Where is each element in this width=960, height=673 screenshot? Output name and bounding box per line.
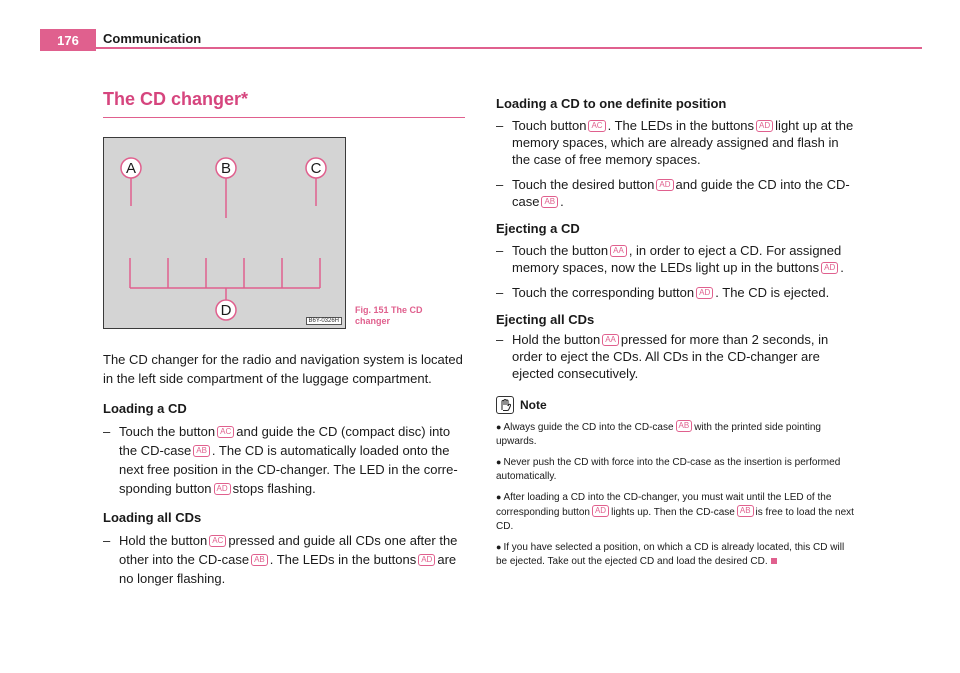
loading-cd-heading: Loading a CD (103, 401, 187, 416)
header-rule (96, 47, 922, 49)
key-ad: AD (656, 179, 673, 191)
loading-cd-step: – Touch the button AC and guide the CD (compact disc) into the CD-case AB . The CD is automatically loaded onto the next free position in the CD-changer. The LED in the corre-sponding button AD stops flashing. (103, 422, 465, 498)
label-b: B (220, 160, 232, 177)
key-ac: AC (588, 120, 605, 132)
label-a: A (125, 160, 137, 177)
eject-all-step: – Hold the button AA pressed for more than 2 seconds, in order to eject the CDs. All CDs in the CD-changer are ejected consecutively. (496, 331, 856, 382)
label-c: C (310, 160, 322, 177)
key-ab: AB (541, 196, 558, 208)
cd-changer-figure (103, 137, 346, 329)
definite-step-1: – Touch button AC . The LEDs in the buttons AD light up at the memory spaces, which are already assigned and flash in the case of free memory spaces. (496, 117, 856, 168)
note-item-3: ● After loading a CD into the CD-changer, you must wait until the LED of the corresponding button AD lights up. Then the CD-case AB is free to load the next CD. (496, 492, 854, 532)
hand-icon (496, 396, 514, 414)
note-label: Note (520, 397, 547, 412)
note-heading (496, 396, 856, 414)
eject-all-heading: Ejecting all CDs (496, 312, 595, 327)
end-mark-icon (771, 558, 777, 564)
key-ad: AD (696, 287, 713, 299)
note-item-1: ● Always guide the CD into the CD-case AB with the printed side pointing upwards. (496, 421, 821, 447)
key-ab: AB (193, 445, 210, 457)
intro-paragraph (103, 350, 465, 588)
note-item-4: ● If you have selected a position, on which a CD is already located, this CD will be ejected. Take out the ejected CD and load the desired CD. (496, 542, 845, 567)
key-ab: AB (251, 554, 268, 566)
loading-all-step: – Hold the button AC pressed and guide all CDs one after the other into the CD-case AB . The LEDs in the buttons AD are no longer flashing. (103, 531, 465, 588)
eject-step-1: – Touch the button AA , in order to eject a CD. For assigned memory spaces, now the LEDs light up in the buttons AD . (496, 242, 856, 276)
note-item-2: ● Never push the CD with force into the CD-case as the insertion is performed automatically. (496, 457, 841, 482)
key-ac: AC (217, 426, 234, 438)
key-aa: AA (602, 334, 619, 346)
section-title: Communication (103, 31, 202, 46)
key-ad: AD (756, 120, 773, 132)
key-ad: AD (214, 483, 231, 495)
eject-step-2: – Touch the corresponding button AD . The CD is ejected. (496, 284, 856, 301)
label-d: D (220, 302, 232, 319)
loading-all-heading: Loading all CDs (103, 510, 202, 525)
key-ab: AB (737, 505, 754, 517)
key-ad: AD (592, 505, 609, 517)
right-column (496, 95, 856, 569)
eject-heading: Ejecting a CD (496, 221, 580, 236)
title-rule (103, 117, 465, 118)
figure-code: B6Y-0326H (306, 317, 342, 325)
cd-changer-diagram (104, 138, 347, 330)
definite-heading: Loading a CD to one definite position (496, 96, 727, 111)
key-ad: AD (418, 554, 435, 566)
page-number: 176 (40, 29, 96, 51)
key-ac: AC (209, 535, 226, 547)
figure-caption: Fig. 151 The CD changer (355, 305, 423, 326)
key-aa: AA (610, 245, 627, 257)
key-ad: AD (821, 262, 838, 274)
definite-step-2: – Touch the desired button AD and guide the CD into the CD-case AB . (496, 176, 856, 210)
intro-text: The CD changer for the radio and navigation system is located in the left side compartment of the luggage compartment. (103, 352, 463, 386)
key-ab: AB (676, 420, 693, 432)
page-title: The CD changer* (103, 89, 249, 109)
